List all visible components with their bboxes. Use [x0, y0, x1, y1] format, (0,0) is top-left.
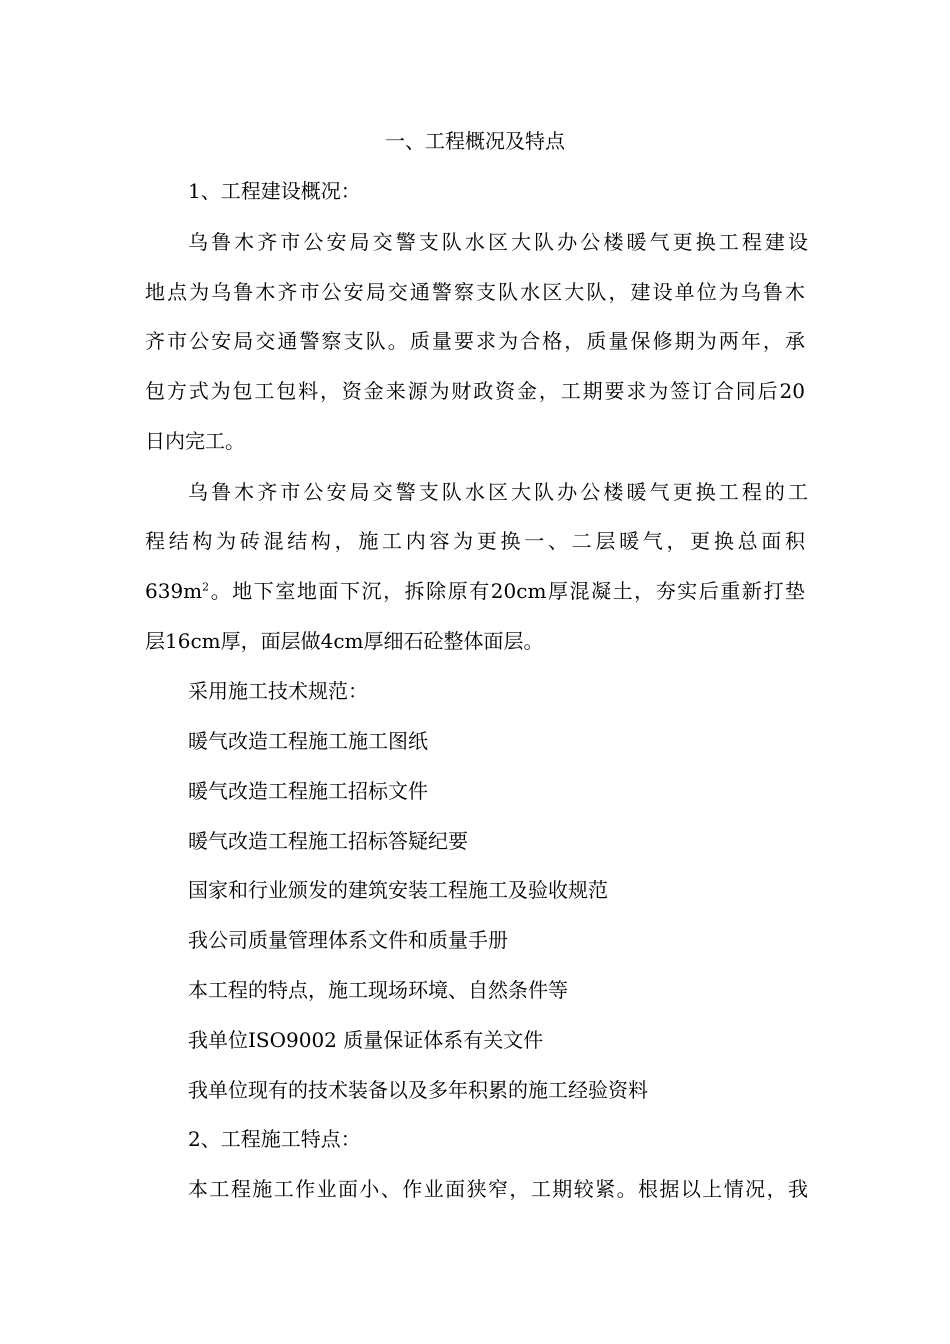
spec-item: 国家和行业颁发的建筑安装工程施工及验收规范 — [188, 878, 608, 902]
superscript: 2 — [202, 580, 210, 594]
paragraph-text: 。地下室地面下沉，拆除原有20cm厚混凝土，夯实后重新打垫 — [209, 579, 805, 603]
paragraph-line: 齐市公安局交通警察支队。质量要求为合格，质量保修期为两年，承 — [145, 329, 805, 353]
spec-item: 暖气改造工程施工招标文件 — [188, 779, 428, 803]
spec-item: 我公司质量管理体系文件和质量手册 — [188, 928, 508, 952]
spec-item: 暖气改造工程施工施工图纸 — [188, 729, 428, 753]
section-heading-2: 2、工程施工特点： — [188, 1127, 361, 1151]
specs-heading: 采用施工技术规范： — [188, 679, 368, 703]
spec-item: 我单位ISO9002 质量保证体系有关文件 — [188, 1028, 544, 1052]
spec-item: 暖气改造工程施工招标答疑纪要 — [188, 829, 468, 853]
paragraph-line: 程结构为砖混结构，施工内容为更换一、二层暖气，更换总面积 — [145, 529, 805, 553]
paragraph-line: 乌鲁木齐市公安局交警支队水区大队办公楼暖气更换工程的工 — [188, 480, 808, 504]
paragraph-line: 日内完工。 — [145, 429, 245, 453]
paragraph-line: 层16cm厚，面层做4cm厚细石砼整体面层。 — [145, 629, 544, 653]
paragraph-line: 地点为乌鲁木齐市公安局交通警察支队水区大队，建设单位为乌鲁木 — [145, 280, 805, 304]
section-heading-1: 1、工程建设概况： — [188, 179, 361, 203]
paragraph-line — [145, 576, 805, 606]
spec-item: 本工程的特点，施工现场环境、自然条件等 — [188, 978, 568, 1002]
spec-item: 我单位现有的技术装备以及多年积累的施工经验资料 — [188, 1078, 648, 1102]
paragraph-line: 乌鲁木齐市公安局交警支队水区大队办公楼暖气更换工程建设 — [188, 230, 808, 254]
page-title: 一、工程概况及特点 — [385, 129, 565, 153]
area-value: 639m — [145, 579, 203, 603]
paragraph-line: 包方式为包工包料，资金来源为财政资金，工期要求为签订合同后20 — [145, 379, 805, 403]
paragraph-line: 本工程施工作业面小、作业面狭窄，工期较紧。根据以上情况，我 — [188, 1177, 808, 1201]
